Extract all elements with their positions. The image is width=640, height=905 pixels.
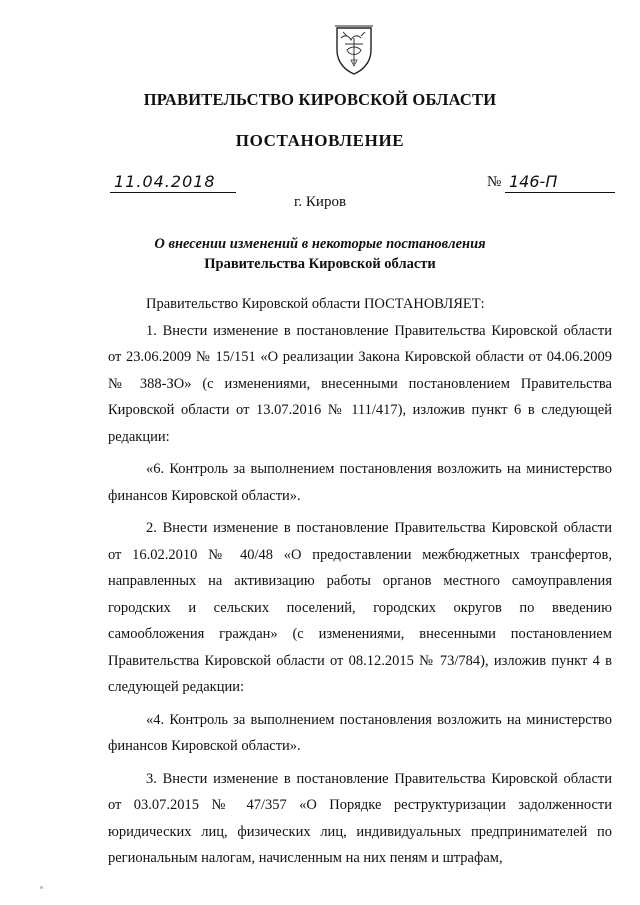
government-title: ПРАВИТЕЛЬСТВО КИРОВСКОЙ ОБЛАСТИ bbox=[143, 90, 497, 109]
document-type: ПОСТАНОВЛЕНИЕ bbox=[235, 131, 405, 150]
document-subject bbox=[0, 234, 640, 274]
document-number: 146-П bbox=[505, 172, 615, 193]
scan-artifact bbox=[40, 886, 43, 889]
intro-paragraph: Правительство Кировской области ПОСТАНОВЛЯЕТ: bbox=[146, 296, 485, 312]
paragraph-2: 2. Внести изменение в постановление Правительства Кировской области от 16.02.2010 № 40/48 «О предоставлении межбюджетных трансфертов, направленных на активизацию работы органов местного самоуправления городских и сельских поселений, городских округов по введению самообложения граждан» (с изменениями, внесенными постановлением Правительства Кировской области от 08.12.2015 № 73/784), изложив пункт 4 в следующей редакции: bbox=[108, 520, 612, 695]
subject-line-1: О внесении изменений в некоторые постановления bbox=[154, 236, 486, 252]
document-number-block bbox=[487, 172, 611, 192]
document-date: 11.04.2018 bbox=[110, 172, 236, 193]
coat-of-arms-icon bbox=[333, 20, 375, 76]
number-sign: № bbox=[487, 174, 502, 190]
paragraph-1: 1. Внести изменение в постановление Правительства Кировской области от 23.06.2009 № 15/151 «О реализации Закона Кировской области от 04.06.2009 № 388-ЗО» (с изменениями, внесенными постановлением Правительства Кировской области от 13.07.2016 № 111/417), изложив пункт 6 в следующей редакции: bbox=[108, 322, 612, 445]
subject-line-2: Правительства Кировской области bbox=[204, 256, 436, 272]
paragraph-3: 3. Внести изменение в постановление Правительства Кировской области от 03.07.2015 № 47/357 «О Порядке реструктуризации задолженности юридических лиц, физических лиц, индивидуальных предпринимателей по региональным налогам, начисленным на них пеням и штрафам, bbox=[108, 770, 612, 866]
document-body bbox=[108, 291, 612, 872]
paragraph-1-quote: «6. Контроль за выполнением постановления возложить на министерство финансов Кировской области». bbox=[108, 461, 612, 504]
paragraph-2-quote: «4. Контроль за выполнением постановления возложить на министерство финансов Кировской области». bbox=[108, 711, 612, 754]
city-name: г. Киров bbox=[293, 194, 347, 210]
